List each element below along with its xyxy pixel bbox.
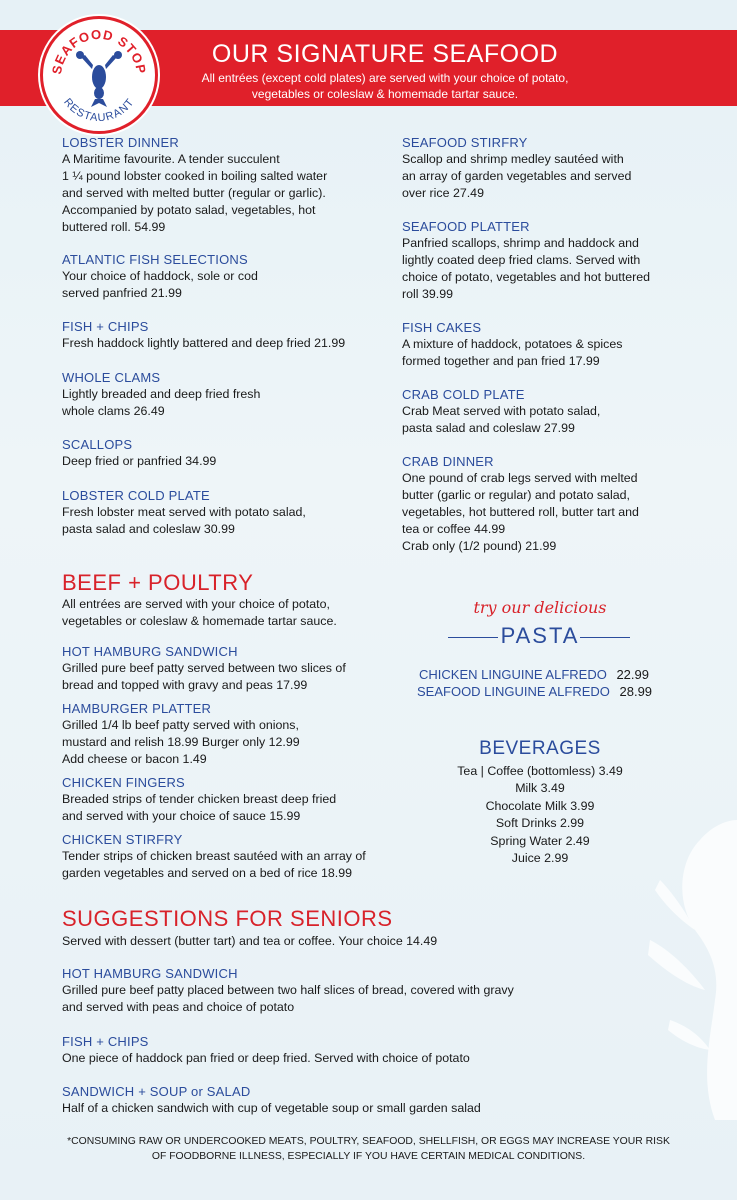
menu-item-seafood-platter: [402, 218, 650, 303]
subtitle-line: All entrées are served with your choice of potato,: [62, 597, 330, 611]
beverage-item: Tea | Coffee (bottomless) 3.49: [457, 764, 623, 778]
menu-item-desc: pasta salad and coleslaw 27.99: [402, 421, 575, 435]
menu-item-name: SANDWICH + SOUP or SALAD: [62, 1084, 251, 1099]
menu-item-desc: Fresh haddock lightly battered and deep fried 21.99: [62, 336, 346, 350]
pasta-item: [417, 684, 697, 699]
menu-item-name: FISH CAKES: [402, 320, 482, 335]
seniors-section-title: SUGGESTIONS FOR SENIORS: [62, 906, 393, 931]
menu-item-desc: an array of garden vegetables and served: [402, 169, 632, 183]
menu-item-desc: Fresh lobster meat served with potato salad,: [62, 505, 306, 519]
menu-item-name: LOBSTER DINNER: [62, 135, 179, 150]
subtitle-line: vegetables or coleslaw & homemade tartar sauce.: [251, 87, 519, 101]
page-title: OUR SIGNATURE SEAFOOD: [211, 40, 559, 68]
menu-item-name: FISH + CHIPS: [62, 319, 149, 334]
menu-item-whole-clams: [62, 369, 260, 420]
disclaimer-line: *CONSUMING RAW OR UNDERCOOKED MEATS, POULTRY, SEAFOOD, SHELLFISH, OR EGGS MAY INCREASE YOUR RISK: [67, 1136, 670, 1147]
menu-item-desc: Deep fried or panfried 34.99: [62, 454, 217, 468]
menu-item-desc: Panfried scallops, shrimp and haddock and: [402, 236, 639, 250]
pasta-item-price: 22.99: [616, 667, 649, 682]
menu-item-name: ATLANTIC FISH SELECTIONS: [62, 252, 248, 267]
menu-item-desc: formed together and pan fried 17.99: [402, 354, 600, 368]
lobster-watermark-icon: [640, 820, 737, 1120]
menu-item-name: WHOLE CLAMS: [62, 370, 161, 385]
menu-item-desc: bread and topped with gravy and peas 17.99: [62, 678, 308, 692]
menu-item-desc: roll 39.99: [402, 287, 453, 301]
menu-item-name: SEAFOOD STIRFRY: [402, 135, 528, 150]
menu-item-desc: Crab only (1/2 pound) 21.99: [402, 539, 557, 553]
pasta-divider-right: [580, 637, 630, 638]
beverage-item: Chocolate Milk 3.99: [485, 798, 595, 813]
menu-item-desc: garden vegetables and served on a bed of rice 18.99: [62, 866, 353, 880]
menu-item-fish-cakes: [402, 319, 622, 370]
pasta-item: [419, 667, 699, 682]
pasta-title: PASTA: [500, 623, 580, 648]
menu-item-desc: One piece of haddock pan fried or deep fried. Served with choice of potato: [62, 1051, 470, 1065]
menu-item-desc: choice of potato, vegetables and hot buttered: [402, 270, 650, 284]
food-safety-disclaimer: [40, 1134, 697, 1164]
menu-item-desc: Your choice of haddock, sole or cod: [62, 269, 258, 283]
menu-item-desc: and served with melted butter (regular or garlic).: [62, 186, 326, 200]
menu-item-lobster-dinner: [62, 134, 327, 236]
menu-item-name: LOBSTER COLD PLATE: [62, 488, 210, 503]
menu-item-lobster-cold-plate: [62, 487, 306, 538]
menu-item-name: FISH + CHIPS: [62, 1034, 149, 1049]
menu-item-desc: Add cheese or bacon 1.49: [62, 752, 207, 766]
beverage-item: Spring Water 2.49: [490, 833, 590, 848]
subtitle-line: All entrées (except cold plates) are served with your choice of potato,: [201, 71, 569, 85]
menu-item-atlantic-fish: [62, 251, 258, 302]
menu-item-senior-fish-chips: [62, 1033, 470, 1067]
seniors-section-subtitle: Served with dessert (butter tart) and tea or coffee. Your choice 14.49: [62, 934, 438, 948]
menu-item-name: CRAB DINNER: [402, 454, 494, 469]
menu-item-name: CHICKEN STIRFRY: [62, 832, 183, 847]
subtitle-line: vegetables or coleslaw & homemade tartar sauce.: [62, 614, 337, 628]
menu-item-desc: pasta salad and coleslaw 30.99: [62, 522, 235, 536]
menu-item-name: HOT HAMBURG SANDWICH: [62, 966, 238, 981]
menu-item-hamburger-platter: [62, 700, 300, 768]
menu-item-desc: Tender strips of chicken breast sautéed with an array of: [62, 849, 366, 863]
menu-item-desc: and served with peas and choice of potato: [62, 1000, 295, 1014]
disclaimer-line: OF FOODBORNE ILLNESS, ESPECIALLY IF YOU HAVE CERTAIN MEDICAL CONDITIONS.: [151, 1151, 586, 1162]
pasta-item-name: CHICKEN LINGUINE ALFREDO: [419, 667, 607, 682]
menu-item-desc: mustard and relish 18.99 Burger only 12.99: [62, 735, 300, 749]
menu-item-desc: Grilled 1/4 lb beef patty served with onions,: [62, 718, 299, 732]
menu-item-scallops: [62, 436, 216, 470]
menu-item-name: HAMBURGER PLATTER: [62, 701, 212, 716]
beverage-item: Soft Drinks 2.99: [495, 816, 585, 831]
menu-item-desc: whole clams 26.49: [62, 404, 165, 418]
menu-item-fish-chips: [62, 318, 345, 352]
menu-item-desc: Crab Meat served with potato salad,: [402, 404, 601, 418]
menu-item-name: SCALLOPS: [62, 437, 133, 452]
menu-item-crab-cold-plate: [402, 386, 600, 437]
menu-item-desc: Lightly breaded and deep fried fresh: [62, 387, 261, 401]
menu-item-name: SEAFOOD PLATTER: [402, 219, 530, 234]
menu-item-desc: Scallop and shrimp medley sautéed with: [402, 152, 624, 166]
menu-item-seafood-stirfry: [402, 134, 631, 202]
menu-item-desc: lightly coated deep fried clams. Served with: [402, 253, 641, 267]
page-subtitle: [160, 70, 610, 102]
beverages-title: BEVERAGES: [479, 738, 601, 759]
menu-item-desc: A Maritime favourite. A tender succulent: [62, 152, 280, 166]
beverage-item: Juice 2.99: [511, 851, 569, 866]
menu-item-name: HOT HAMBURG SANDWICH: [62, 644, 238, 659]
menu-item-desc: Breaded strips of tender chicken breast deep fried: [62, 792, 337, 806]
menu-item-desc: vegetables, hot buttered roll, butter tart and: [402, 505, 639, 519]
menu-item-senior-sandwich-soup: [62, 1083, 481, 1117]
menu-item-desc: and served with your choice of sauce 15.99: [62, 809, 301, 823]
menu-item-desc: 1 ¼ pound lobster cooked in boiling salted water: [62, 169, 328, 183]
menu-item-desc: over rice 27.49: [402, 186, 484, 200]
beef-section-subtitle: [62, 596, 337, 630]
beverage-item: Milk 3.49: [515, 781, 565, 796]
menu-item-desc: One pound of crab legs served with melted: [402, 471, 638, 485]
menu-item-desc: Grilled pure beef patty served between two slices of: [62, 661, 346, 675]
menu-item-name: CHICKEN FINGERS: [62, 775, 185, 790]
menu-item-chicken-fingers: [62, 774, 336, 825]
menu-item-hot-hamburg: [62, 643, 346, 694]
menu-item-desc: butter (garlic or regular) and potato salad,: [402, 488, 630, 502]
pasta-tagline: try our delicious: [473, 598, 607, 617]
menu-item-desc: served panfried 21.99: [62, 286, 182, 300]
menu-item-desc: Grilled pure beef patty placed between two half slices of bread, covered with gravy: [62, 983, 514, 997]
menu-item-senior-hot-hamburg: [62, 965, 514, 1016]
menu-item-desc: A mixture of haddock, potatoes & spices: [402, 337, 623, 351]
restaurant-logo: [40, 16, 158, 134]
logo-top-text: SEAFOOD STOP: [48, 26, 150, 76]
menu-item-name: CRAB COLD PLATE: [402, 387, 525, 402]
beef-section-title: BEEF + POULTRY: [62, 570, 254, 595]
lobster-logo-icon: [76, 51, 122, 107]
logo-bottom-text: RESTAURANT: [61, 96, 137, 125]
pasta-item-price: 28.99: [619, 684, 653, 699]
menu-item-desc: tea or coffee 44.99: [402, 522, 506, 536]
menu-item-crab-dinner: [402, 453, 639, 555]
menu-item-desc: buttered roll. 54.99: [62, 220, 166, 234]
menu-item-desc: Half of a chicken sandwich with cup of vegetable soup or small garden salad: [62, 1101, 481, 1115]
beverages-list: [430, 763, 650, 867]
menu-item-desc: Accompanied by potato salad, vegetables, hot: [62, 203, 316, 217]
menu-item-chicken-stirfry: [62, 831, 366, 882]
pasta-item-name: SEAFOOD LINGUINE ALFREDO: [417, 684, 610, 699]
